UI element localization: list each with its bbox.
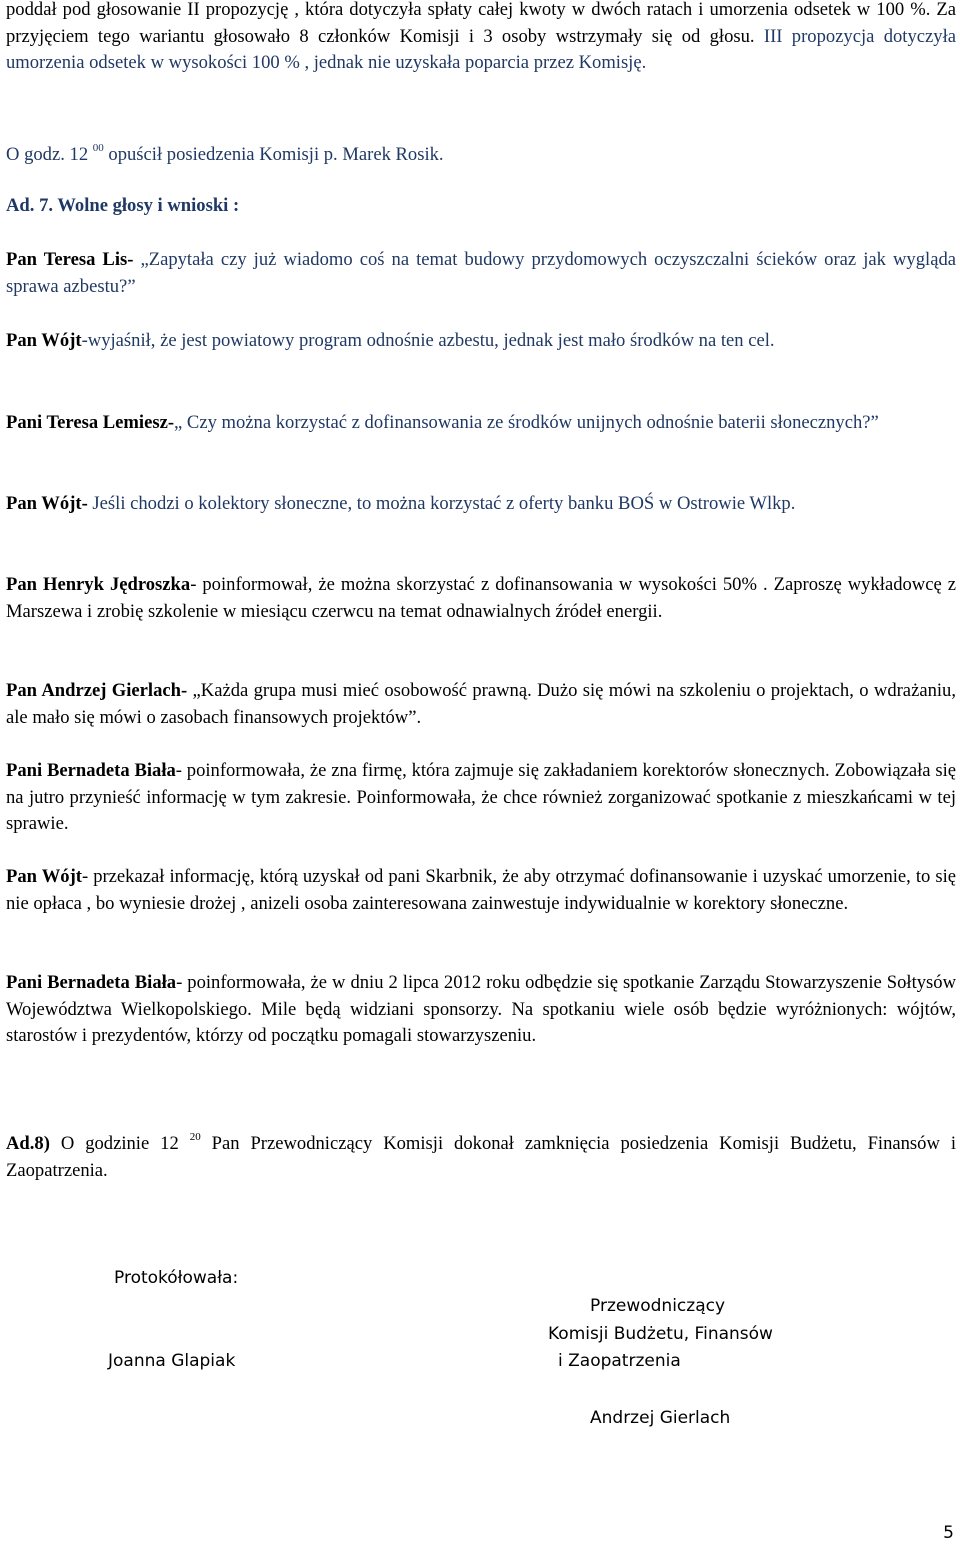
entry-speaker: Pan Teresa Lis- xyxy=(6,249,134,270)
entry-speaker: Pan Wójt xyxy=(6,330,82,351)
signature-left-name: Joanna Glapiak xyxy=(108,1351,236,1371)
entry-text: Jeśli chodzi o kolektory słoneczne, to można korzystać z oferty banku BOŚ w Ostrowie Wlkp. xyxy=(87,493,796,514)
entry-text: -wyjaśnił, że jest powiatowy program odnośnie azbestu, jednak jest mało środków na ten cel. xyxy=(81,330,775,351)
entry-text: - poinformowała, że w dniu 2 lipca 2012 roku odbędzie się spotkanie Zarządu Stowarzyszenie Sołtysów Województwa Wielkopolskiego. Mile będą widziani sponsorzy. Na spotkaniu wiele osób będzie wyróżnionych: wójtów, starostów i prezydentów, którzy od początku pomagali stowarzyszeniu. xyxy=(6,972,956,1046)
entry-henryk-jedroszka xyxy=(6,572,956,625)
signature-right-role-2: Komisji Budżetu, Finansów xyxy=(548,1324,773,1344)
closing-sup: 20 xyxy=(189,1131,201,1143)
closing-label: Ad.8) xyxy=(6,1133,50,1154)
entry-wojt-3 xyxy=(6,864,956,917)
intro-paragraph xyxy=(6,0,956,77)
entry-andrzej-gierlach xyxy=(6,678,956,731)
closing-prefix: O godzinie 12 xyxy=(49,1133,190,1154)
entry-speaker: Pan Wójt xyxy=(6,866,82,887)
entry-wojt-2 xyxy=(6,491,956,518)
intro-blue-text: III propozycja dotyczyła umorzenia odsetek w wysokości 100 % , jednak nie uzyskała poparcia przez Komisję. xyxy=(6,25,956,73)
entry-text: „Zapytała czy już wiadomo coś na temat budowy przydomowych oczyszczalni ścieków oraz jak wygląda sprawa azbestu?” xyxy=(6,249,956,297)
departure-suffix: opuścił posiedzenia Komisji p. Marek Rosik. xyxy=(103,144,444,165)
closing-suffix: Pan Przewodniczący Komisji dokonał zamknięcia posiedzenia Komisji Budżetu, Finansów i Zaopatrzenia. xyxy=(6,1133,956,1181)
entry-speaker: Pani Bernadeta Biała xyxy=(6,760,176,781)
departure-prefix: O godz. 12 xyxy=(6,144,93,165)
entry-teresa-lemiesz xyxy=(6,410,956,437)
entry-speaker: Pan Henryk Jędroszka xyxy=(6,574,191,595)
entry-teresa-lis xyxy=(6,247,956,300)
signature-right-name: Andrzej Gierlach xyxy=(590,1408,731,1428)
entry-text: - poinformowała, że zna firmę, która zajmuje się zakładaniem korektorów słonecznych. Zobowiązała się na jutro przynieść informację w tym zakresie. Poinformowała, że chce również zorganizować spotkanie z mieszkańcami w tej sprawie. xyxy=(6,760,956,834)
signature-right-role-1: Przewodniczący xyxy=(590,1296,726,1316)
signature-left-role: Protokółowała: xyxy=(114,1268,239,1288)
entry-bernadeta-biala-2 xyxy=(6,970,956,1050)
entry-text: - przekazał informację, którą uzyskał od pani Skarbnik, że aby otrzymać dofinansowanie i uzyskać umorzenie, to się nie opłaca , bo wyniesie drożej , anizeli osoba zainteresowana zainwestuje indywidualnie w korektory słoneczne. xyxy=(6,866,956,914)
departure-note xyxy=(6,142,956,169)
entry-speaker: Pan Andrzej Gierlach- xyxy=(6,680,188,701)
departure-sup: 00 xyxy=(92,142,104,154)
entry-wojt-1 xyxy=(6,328,956,355)
signature-right-role-3: i Zaopatrzenia xyxy=(558,1351,681,1371)
entry-text: „Każda grupa musi mieć osobowość prawną. Dużo się mówi na szkoleniu o projektach, o wdrażaniu, ale mało się mówi o zasobach finansowych projektów”. xyxy=(6,680,956,728)
intro-text: poddał pod głosowanie II propozycję , która dotyczyła spłaty całej kwoty w dwóch ratach i umorzenia odsetek w 100 %. Za przyjęciem tego wariantu głosowało 8 członków Komisji i 3 osoby wstrzymały się od głosu. xyxy=(6,0,956,47)
entry-speaker: Pani Teresa Lemiesz- xyxy=(6,412,175,433)
entry-text: - poinformował, że można skorzystać z dofinansowania w wysokości 50% . Zaproszę wykładowcę z Marszewa i zrobię szkolenie w miesiącu czerwcu na temat odnawialnych źródeł energii. xyxy=(6,574,956,622)
entry-text: „ Czy można korzystać z dofinansowania ze środków unijnych odnośnie baterii słonecznych?” xyxy=(174,412,879,433)
page-number: 5 xyxy=(943,1523,954,1543)
closing-paragraph xyxy=(6,1131,956,1184)
entry-bernadeta-biala-1 xyxy=(6,758,956,838)
section-7-heading: Ad. 7. Wolne głosy i wnioski : xyxy=(6,195,240,216)
entry-speaker: Pani Bernadeta Biała xyxy=(6,972,177,993)
entry-speaker: Pan Wójt- xyxy=(6,493,88,514)
